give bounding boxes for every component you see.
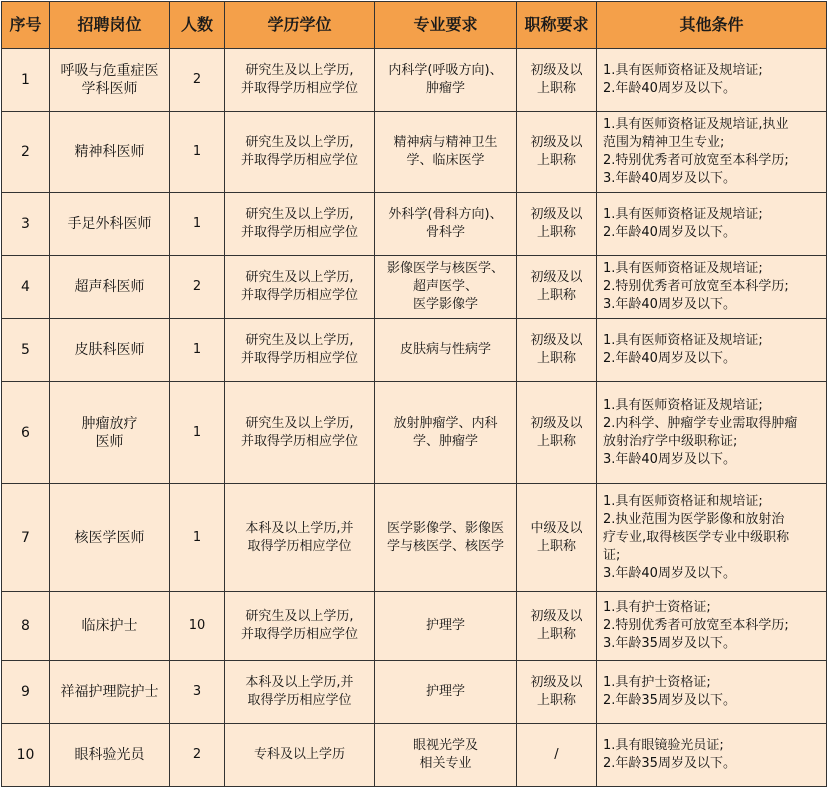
cell-post-line: 核医学医师 bbox=[74, 529, 145, 546]
cell-other-line: 2.年龄40周岁及以下。 bbox=[603, 225, 736, 240]
cell-title-line: 上职称 bbox=[536, 351, 576, 366]
cell-seq: 8 bbox=[2, 592, 50, 661]
cell-education-line: 并取得学历相应学位 bbox=[240, 351, 358, 366]
cell-major-line: 护理学 bbox=[425, 618, 465, 633]
cell-other-line: 2.年龄35周岁及以下。 bbox=[603, 693, 736, 708]
cell-post bbox=[50, 319, 170, 382]
cell-major-line: 皮肤病与性病学 bbox=[399, 342, 491, 357]
header-post: 招聘岗位 bbox=[50, 2, 170, 49]
cell-major-line: 骨科学 bbox=[425, 225, 465, 240]
cell-count: 1 bbox=[170, 382, 225, 484]
cell-education-line: 研究生及以上学历, bbox=[245, 415, 354, 431]
table-row bbox=[2, 49, 827, 112]
cell-other bbox=[597, 661, 827, 724]
cell-post bbox=[50, 112, 170, 193]
cell-seq: 7 bbox=[2, 484, 50, 592]
cell-education-line: 并取得学历相应学位 bbox=[240, 627, 358, 642]
table-row bbox=[2, 484, 827, 592]
cell-title-line: 初级及以 bbox=[530, 135, 583, 150]
header-seq: 序号 bbox=[2, 2, 50, 49]
cell-education-line: 专科及以上学历 bbox=[253, 747, 345, 762]
cell-title-line: 上职称 bbox=[536, 693, 576, 708]
cell-other-line: 2.执业范围为医学影像和放射治 bbox=[603, 511, 785, 527]
cell-title-line: 初级及以 bbox=[530, 675, 583, 690]
cell-education bbox=[225, 661, 375, 724]
cell-seq: 4 bbox=[2, 256, 50, 319]
cell-post bbox=[50, 724, 170, 787]
cell-major bbox=[375, 193, 517, 256]
cell-other bbox=[597, 49, 827, 112]
cell-major bbox=[375, 256, 517, 319]
cell-other-line: 1.具有护士资格证; bbox=[603, 675, 711, 690]
header-count: 人数 bbox=[170, 2, 225, 49]
cell-major-line: 眼视光学及 bbox=[412, 738, 478, 753]
cell-title bbox=[517, 382, 597, 484]
cell-title-line: 初级及以 bbox=[530, 609, 583, 624]
cell-education bbox=[225, 382, 375, 484]
cell-other-line: 范围为精神卫生专业; bbox=[603, 135, 725, 150]
table-row bbox=[2, 319, 827, 382]
cell-title bbox=[517, 112, 597, 193]
cell-title bbox=[517, 256, 597, 319]
cell-other-line: 3.年龄35周岁及以下。 bbox=[603, 636, 736, 651]
cell-other bbox=[597, 484, 827, 592]
cell-other-line: 1.具有医师资格证及规培证; bbox=[603, 261, 763, 276]
cell-other-line: 2.年龄40周岁及以下。 bbox=[603, 351, 736, 366]
cell-major-line: 超声医学、 bbox=[412, 279, 478, 294]
cell-major-line: 学与核医学、核医学 bbox=[386, 538, 504, 554]
cell-seq: 5 bbox=[2, 319, 50, 382]
cell-title bbox=[517, 724, 597, 787]
cell-post-line: 临床护士 bbox=[81, 618, 138, 634]
cell-seq: 2 bbox=[2, 112, 50, 193]
cell-title bbox=[517, 484, 597, 592]
cell-education bbox=[225, 193, 375, 256]
cell-title-line: 上职称 bbox=[536, 627, 576, 642]
cell-other-line: 1.具有医师资格证和规培证; bbox=[603, 493, 763, 509]
cell-major-line: 医学影像学、影像医 bbox=[386, 520, 504, 536]
cell-title-line: 上职称 bbox=[536, 538, 576, 554]
table-header-row bbox=[2, 2, 827, 49]
table-row bbox=[2, 661, 827, 724]
cell-other-line: 1.具有医师资格证及规培证; bbox=[603, 333, 763, 348]
cell-other-line: 1.具有医师资格证及规培证; bbox=[603, 63, 763, 78]
header-title: 职称要求 bbox=[517, 2, 597, 49]
cell-major-line: 医学影像学 bbox=[412, 297, 478, 312]
cell-seq: 3 bbox=[2, 193, 50, 256]
cell-title-line: 上职称 bbox=[536, 225, 576, 240]
table-row bbox=[2, 382, 827, 484]
cell-major bbox=[375, 592, 517, 661]
cell-post bbox=[50, 193, 170, 256]
cell-other-line: 证; bbox=[603, 547, 621, 563]
cell-count: 1 bbox=[170, 193, 225, 256]
cell-other-line: 2.特别优秀者可放宽至本科学历; bbox=[603, 279, 789, 294]
cell-other bbox=[597, 592, 827, 661]
cell-post bbox=[50, 592, 170, 661]
cell-major-line: 内科学(呼吸方向)、 bbox=[388, 63, 503, 78]
cell-major bbox=[375, 319, 517, 382]
cell-education bbox=[225, 112, 375, 193]
cell-post bbox=[50, 49, 170, 112]
cell-title-line: 初级及以 bbox=[530, 207, 583, 222]
cell-post bbox=[50, 382, 170, 484]
cell-title bbox=[517, 661, 597, 724]
cell-other bbox=[597, 112, 827, 193]
cell-other bbox=[597, 319, 827, 382]
cell-title-line: / bbox=[554, 747, 559, 762]
cell-education bbox=[225, 724, 375, 787]
cell-education-line: 研究生及以上学历, bbox=[245, 135, 354, 150]
table-row bbox=[2, 724, 827, 787]
cell-education-line: 并取得学历相应学位 bbox=[240, 288, 358, 303]
cell-education-line: 并取得学历相应学位 bbox=[240, 81, 358, 96]
cell-education-line: 研究生及以上学历, bbox=[245, 270, 354, 285]
cell-other-line: 1.具有护士资格证; bbox=[603, 600, 711, 615]
cell-other bbox=[597, 382, 827, 484]
cell-major bbox=[375, 382, 517, 484]
cell-count: 1 bbox=[170, 319, 225, 382]
cell-post-line: 肿瘤放疗 bbox=[81, 415, 138, 432]
cell-seq: 1 bbox=[2, 49, 50, 112]
header-other: 其他条件 bbox=[597, 2, 827, 49]
cell-title-line: 初级及以 bbox=[530, 63, 583, 78]
cell-education bbox=[225, 592, 375, 661]
cell-post-line: 皮肤科医师 bbox=[74, 342, 145, 358]
cell-post-line: 精神科医师 bbox=[74, 144, 145, 160]
cell-education bbox=[225, 49, 375, 112]
cell-title-line: 上职称 bbox=[536, 288, 576, 303]
cell-major-line: 外科学(骨科方向)、 bbox=[388, 207, 503, 222]
cell-title bbox=[517, 49, 597, 112]
cell-other-line: 2.年龄35周岁及以下。 bbox=[603, 756, 736, 771]
cell-major bbox=[375, 661, 517, 724]
page-edge-mark bbox=[96, 786, 136, 790]
cell-other-line: 放射治疗学中级职称证; bbox=[603, 433, 738, 449]
cell-education bbox=[225, 484, 375, 592]
cell-title-line: 初级及以 bbox=[530, 333, 583, 348]
cell-post bbox=[50, 484, 170, 592]
cell-title-line: 中级及以 bbox=[530, 520, 583, 536]
cell-other-line: 3.年龄40周岁及以下。 bbox=[603, 297, 736, 312]
cell-education-line: 并取得学历相应学位 bbox=[240, 433, 358, 449]
cell-post-line: 超声科医师 bbox=[74, 279, 145, 295]
cell-major-line: 学、临床医学 bbox=[406, 153, 485, 168]
cell-other-line: 2.内科学、肿瘤学专业需取得肿瘤 bbox=[603, 415, 798, 431]
cell-education-line: 本科及以上学历,并 bbox=[245, 675, 354, 690]
header-major: 专业要求 bbox=[375, 2, 517, 49]
cell-post-line: 眼科验光员 bbox=[74, 747, 145, 763]
cell-major-line: 相关专业 bbox=[419, 756, 472, 771]
cell-major bbox=[375, 724, 517, 787]
cell-count: 3 bbox=[170, 661, 225, 724]
cell-other-line: 1.具有医师资格证及规培证; bbox=[603, 207, 763, 222]
cell-count: 10 bbox=[170, 592, 225, 661]
cell-other bbox=[597, 724, 827, 787]
cell-count: 1 bbox=[170, 112, 225, 193]
cell-count: 2 bbox=[170, 49, 225, 112]
cell-count: 1 bbox=[170, 484, 225, 592]
cell-other-line: 3.年龄40周岁及以下。 bbox=[603, 451, 736, 467]
cell-education-line: 本科及以上学历,并 bbox=[245, 520, 354, 536]
cell-major-line: 放射肿瘤学、内科 bbox=[393, 415, 498, 431]
cell-education-line: 并取得学历相应学位 bbox=[240, 153, 358, 168]
cell-other-line: 1.具有医师资格证及规培证; bbox=[603, 397, 763, 413]
cell-post-line: 呼吸与危重症医 bbox=[60, 63, 159, 79]
cell-major bbox=[375, 112, 517, 193]
cell-other-line: 2.特别优秀者可放宽至本科学历; bbox=[603, 153, 789, 168]
table-row bbox=[2, 592, 827, 661]
cell-major-line: 精神病与精神卫生 bbox=[393, 135, 498, 150]
cell-post bbox=[50, 256, 170, 319]
cell-other-line: 1.具有医师资格证及规培证,执业 bbox=[603, 117, 789, 132]
cell-education-line: 并取得学历相应学位 bbox=[240, 225, 358, 240]
cell-major-line: 护理学 bbox=[425, 684, 465, 699]
cell-count: 2 bbox=[170, 256, 225, 319]
cell-post-line: 学科医师 bbox=[81, 81, 138, 97]
cell-post-line: 手足外科医师 bbox=[67, 216, 152, 232]
cell-post bbox=[50, 661, 170, 724]
cell-other-line: 1.具有眼镜验光员证; bbox=[603, 738, 724, 753]
table-row bbox=[2, 112, 827, 193]
cell-title bbox=[517, 319, 597, 382]
table-body bbox=[2, 49, 827, 787]
header-education: 学历学位 bbox=[225, 2, 375, 49]
cell-other-line: 3.年龄40周岁及以下。 bbox=[603, 171, 736, 186]
cell-title-line: 初级及以 bbox=[530, 270, 583, 285]
cell-seq: 6 bbox=[2, 382, 50, 484]
cell-education-line: 研究生及以上学历, bbox=[245, 333, 354, 348]
cell-title-line: 上职称 bbox=[536, 153, 576, 168]
cell-major bbox=[375, 49, 517, 112]
cell-seq: 10 bbox=[2, 724, 50, 787]
table-row bbox=[2, 193, 827, 256]
cell-other-line: 疗专业,取得核医学专业中级职称 bbox=[603, 529, 790, 545]
cell-post-line: 医师 bbox=[95, 433, 124, 450]
cell-other-line: 2.年龄40周岁及以下。 bbox=[603, 81, 736, 96]
cell-other-line: 2.特别优秀者可放宽至本科学历; bbox=[603, 618, 789, 633]
cell-education-line: 取得学历相应学位 bbox=[247, 693, 352, 708]
cell-education bbox=[225, 319, 375, 382]
cell-education-line: 取得学历相应学位 bbox=[247, 538, 352, 554]
cell-major-line: 肿瘤学 bbox=[425, 81, 465, 96]
table-row bbox=[2, 256, 827, 319]
cell-education bbox=[225, 256, 375, 319]
cell-major bbox=[375, 484, 517, 592]
cell-other bbox=[597, 193, 827, 256]
cell-education-line: 研究生及以上学历, bbox=[245, 609, 354, 624]
cell-other-line: 3.年龄40周岁及以下。 bbox=[603, 565, 736, 581]
cell-education-line: 研究生及以上学历, bbox=[245, 207, 354, 222]
cell-count: 2 bbox=[170, 724, 225, 787]
cell-major-line: 学、肿瘤学 bbox=[412, 433, 478, 449]
cell-title-line: 初级及以 bbox=[530, 415, 583, 431]
recruitment-table bbox=[1, 1, 827, 787]
cell-seq: 9 bbox=[2, 661, 50, 724]
cell-title-line: 上职称 bbox=[536, 433, 576, 449]
cell-major-line: 影像医学与核医学、 bbox=[386, 261, 504, 276]
cell-title-line: 上职称 bbox=[536, 81, 576, 96]
cell-title bbox=[517, 193, 597, 256]
cell-post-line: 祥福护理院护士 bbox=[60, 684, 159, 700]
cell-other bbox=[597, 256, 827, 319]
cell-title bbox=[517, 592, 597, 661]
cell-education-line: 研究生及以上学历, bbox=[245, 63, 354, 78]
